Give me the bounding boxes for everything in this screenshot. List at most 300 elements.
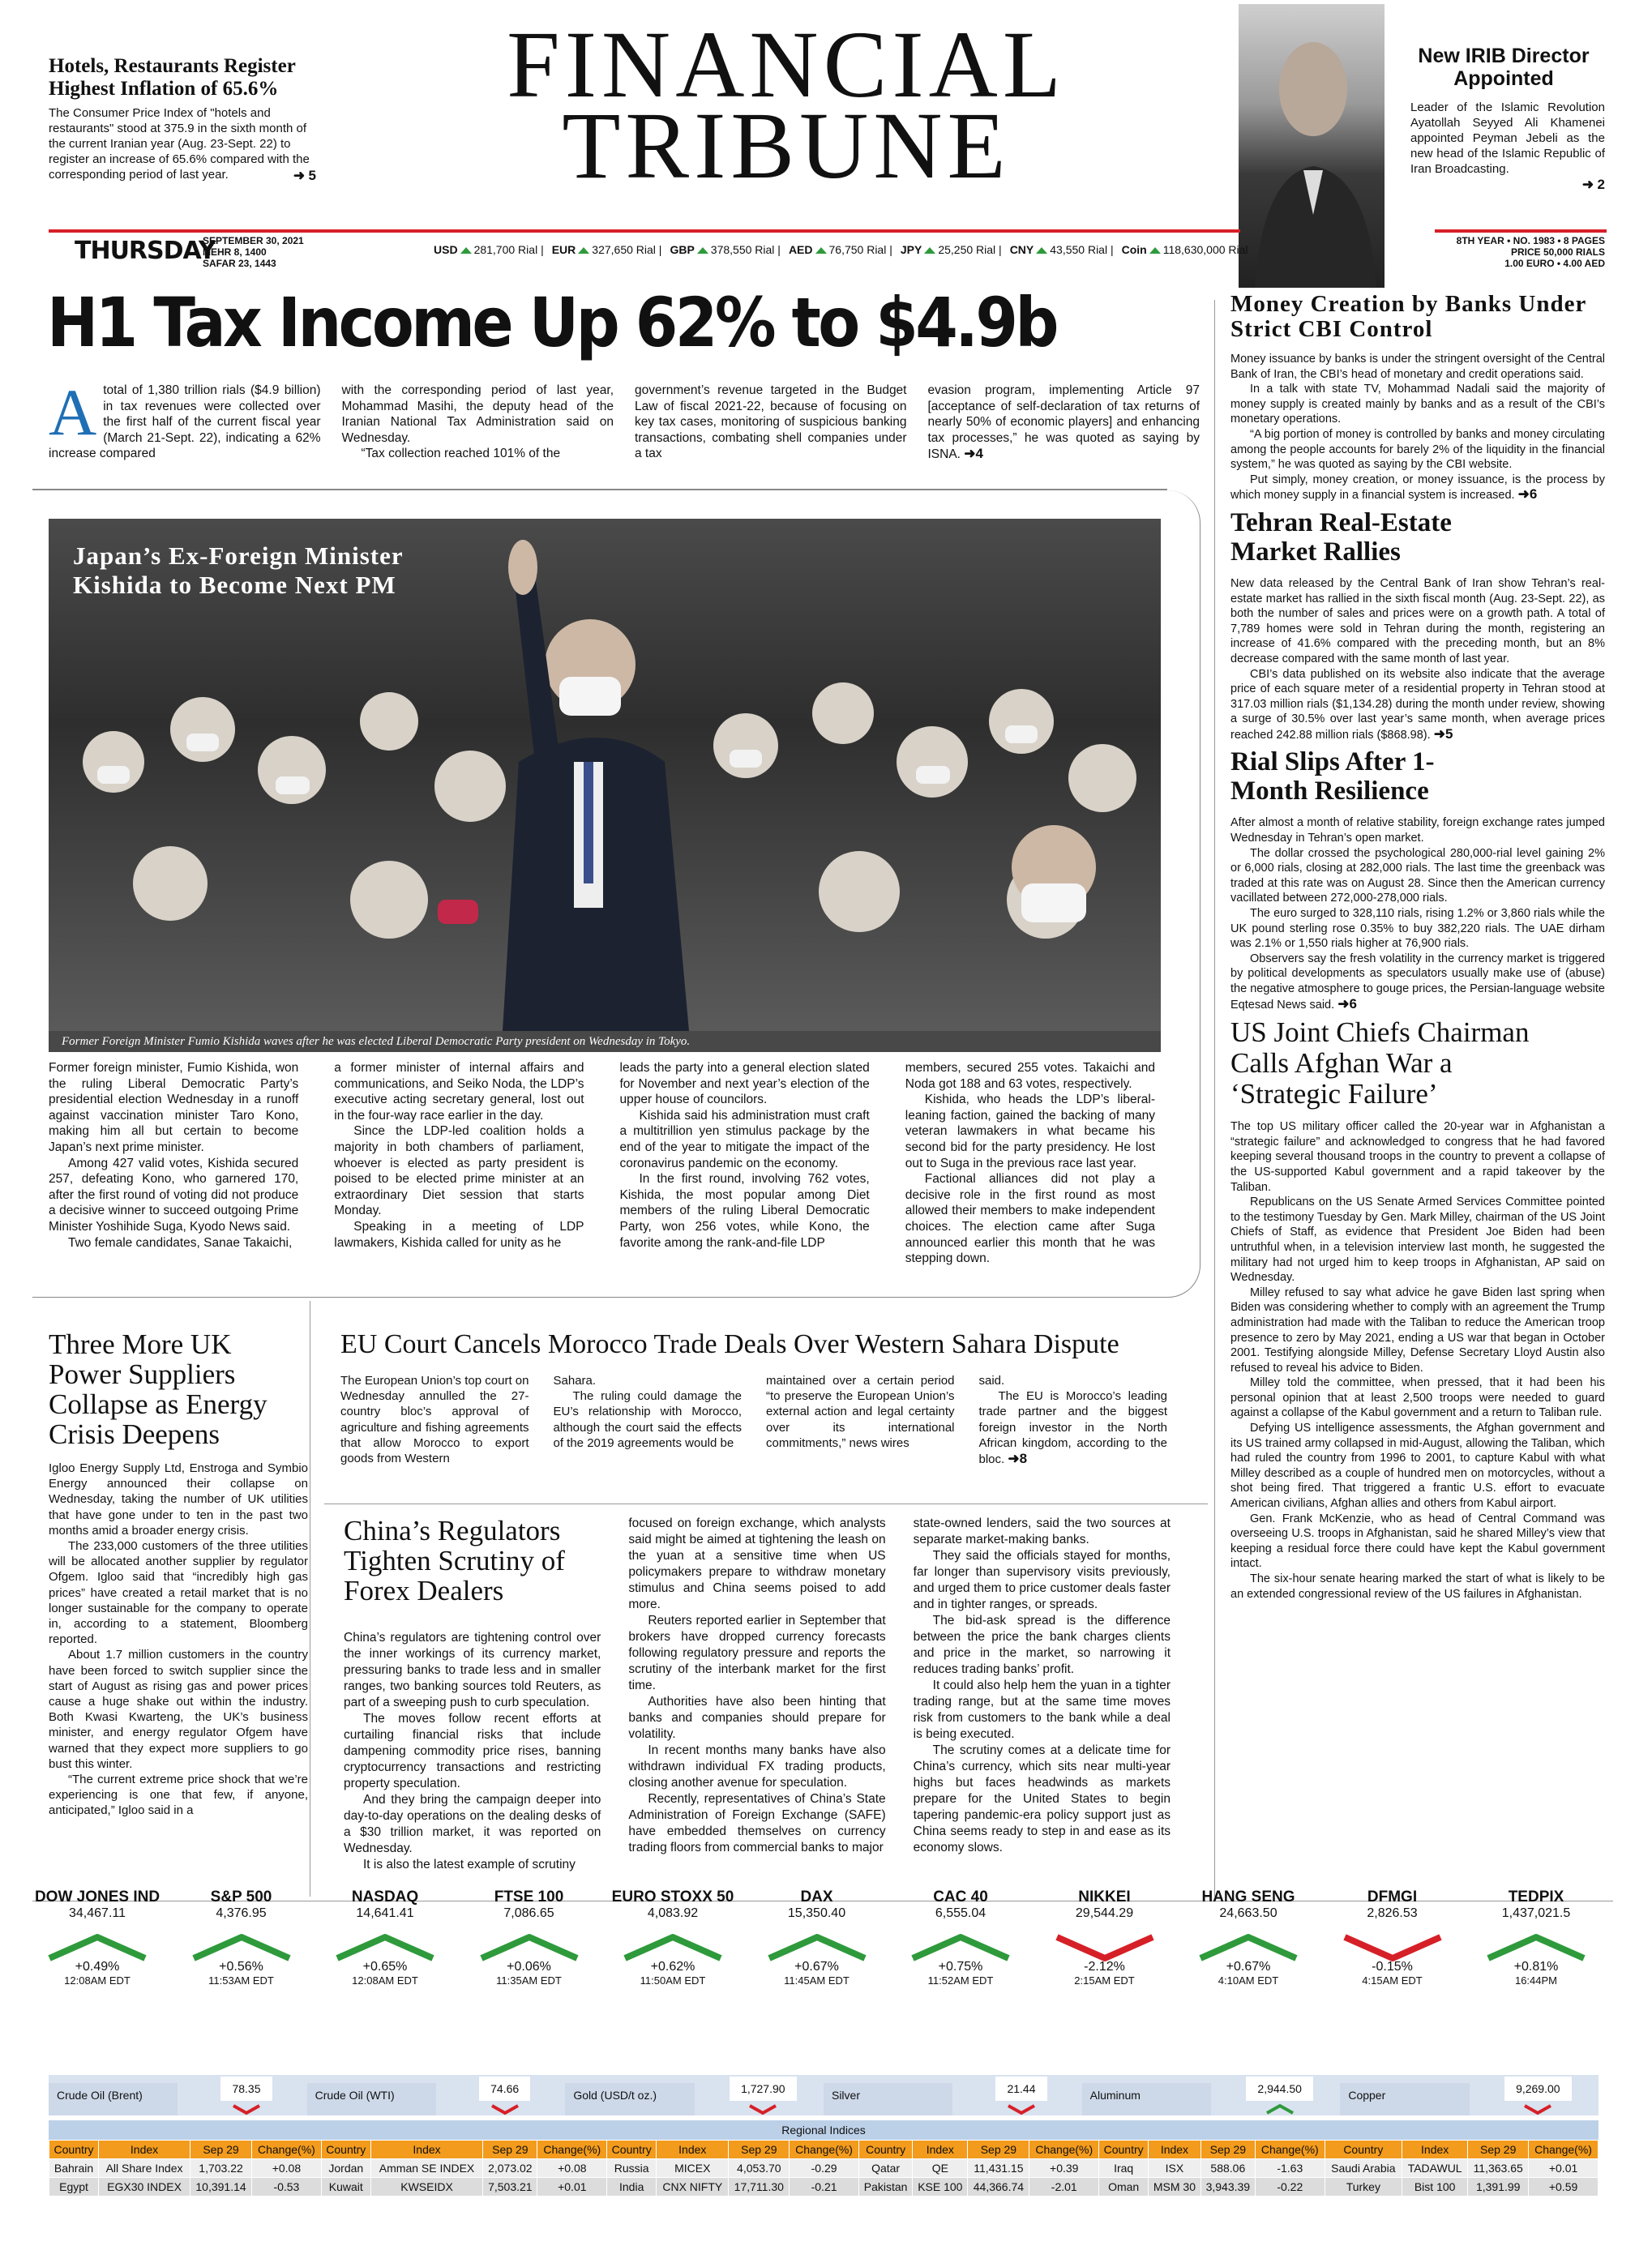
issue-price-foreign: 1.00 EURO • 4.00 AED	[1504, 258, 1605, 269]
teaser-right[interactable]	[1370, 45, 1605, 193]
realestate-p2: CBI’s data published on its website also indicate that the average price of each square meter of a residential property in Tehran stood at 317.03 million rials ($1,134.28) during the month under review, showing a surge of 30.5% over last year’s same month, when average prices reached 242.88 million rials ($868.98).	[1230, 667, 1605, 742]
teaser-left-body: The Consumer Price Index of "hotels and restaurants" stood at 375.9 in the sixth month of the current Iranian year (Aug. 23-Sept. 22) to register an increase of 65.6% compared with the corresponding period of last year.	[49, 106, 310, 182]
market-change: +0.67%	[1226, 1960, 1271, 1974]
market-10[interactable]	[1471, 1889, 1601, 1987]
table-cell: 10,391.14	[190, 2178, 252, 2197]
table-cell: 4,053.70	[729, 2159, 790, 2178]
lead-dropcap: A	[49, 375, 97, 449]
ticker-label: EUR	[551, 243, 576, 256]
issue-price: PRICE 50,000 RIALS	[1510, 246, 1605, 258]
masthead-title	[430, 11, 1143, 199]
ticker-label: CNY	[1009, 243, 1034, 256]
uk-headline: Three More UK Power Suppliers Collapse as Energy Crisis Deepens	[49, 1328, 267, 1450]
market-change: +0.67%	[794, 1960, 839, 1974]
afghan-story[interactable]	[1230, 1017, 1605, 1602]
up-arrow-icon	[578, 247, 589, 254]
market-name: DAX	[800, 1889, 833, 1906]
ticker-label: Coin	[1121, 243, 1147, 256]
market-name: NASDAQ	[351, 1889, 419, 1906]
photo-story-frame-top	[32, 489, 1167, 490]
masthead-rule-right	[1435, 229, 1607, 233]
trend-up-icon	[908, 1931, 1013, 1963]
table-cell: +0.01	[537, 2178, 607, 2197]
regional-header-cell: Change(%)	[252, 2141, 322, 2159]
china-c3p5: The scrutiny comes at a delicate time for China’s currency, which sits near multi-year highs but faces headwinds as markets prepare for the United States to begin tapering pandemic-era policy support just as China seems ready to step in and ease as its economy slows.	[913, 1743, 1171, 1854]
market-value: 2,826.53	[1367, 1906, 1418, 1920]
up-arrow-icon	[815, 247, 827, 254]
lead-headline[interactable]: H1 Tax Income Up 62% to $4.9b	[47, 283, 1056, 362]
eu-col2a: Sahara.	[553, 1374, 597, 1388]
eu-col1: The European Union’s top court on Wednesday annulled the 27-country bloc’s approval of agriculture and fishing agreements that allow Morocco to export goods from Western	[340, 1374, 529, 1466]
money-p2: In a talk with state TV, Mohammad Nadali said the majority of money supply is created mainly by banks and as a result of the CBI’s monetary operations.	[1230, 383, 1605, 426]
ticker-value: 327,650 Rial	[592, 243, 656, 256]
ticker-coin	[1122, 243, 1248, 256]
market-6[interactable]	[896, 1889, 1025, 1987]
market-7[interactable]	[1040, 1889, 1170, 1987]
table-cell: TADAWUL	[1402, 2159, 1468, 2178]
commodity-value	[695, 2077, 824, 2115]
regional-header-cell: Sep 29	[190, 2141, 252, 2159]
table-cell: India	[607, 2178, 657, 2197]
market-change: +0.75%	[938, 1960, 983, 1974]
up-arrow-icon	[460, 247, 472, 254]
table-cell: Bist 100	[1402, 2178, 1468, 2197]
china-c2p2: Reuters reported earlier in September that brokers have dropped currency forecasts following regulatory pressure and reports the scrutiny of the interbank market for the first time.	[628, 1614, 886, 1692]
commodity-name: Gold (USD/t oz.)	[565, 2083, 694, 2115]
market-value: 4,083.92	[647, 1906, 699, 1920]
column-divider	[1214, 300, 1215, 1897]
commodity-name: Silver	[824, 2083, 952, 2115]
table-cell: Russia	[607, 2159, 657, 2178]
regional-header-cell: Sep 29	[729, 2141, 790, 2159]
uk-p1: Igloo Energy Supply Ltd, Enstroga and Symbio Energy announced their collapse on Wednesday, taking the number of UK utilities that have gone under to ten in the past two months amid a broader energy crisis.	[49, 1461, 308, 1538]
ticker-label: GBP	[670, 243, 695, 256]
up-arrow-icon	[924, 247, 935, 254]
regional-header-cell: Country	[858, 2141, 912, 2159]
date-persian: MEHR 8, 1400	[203, 246, 267, 258]
table-cell: QE	[913, 2159, 968, 2178]
trend-down-icon	[1521, 2102, 1554, 2115]
afghan-p3: Milley refused to say what advice he gave Biden last spring when Biden was considering whether to comply with an agreement the Trump administration had made with the Taliban to reduce the American troop presence to zero by May 2021, ending a US war that began in October 2001. Testifying alongside Milley, Defense Secretary Lloyd Austin also refused to reveal his advice to Biden.	[1230, 1285, 1605, 1375]
market-value: 7,086.65	[503, 1906, 554, 1920]
lead-page: 4	[975, 446, 984, 462]
china-c1p2: The moves follow recent efforts at curtailing financial risks that include dampening commodity price rises, banning cryptocurrency transactions and restricting property speculation.	[344, 1712, 601, 1790]
china-c1p4: It is also the latest example of scrutiny	[363, 1858, 576, 1871]
china-c3p4: It could also help hem the yuan in a tighter trading range, but at the same time moves risk from customers to the bank while a deal is being executed.	[913, 1679, 1171, 1741]
table-cell: EGX30 INDEX	[99, 2178, 190, 2197]
table-cell: +0.39	[1029, 2159, 1099, 2178]
teaser-right-body: Leader of the Islamic Revolution Ayatollah Seyyed Ali Khamenei appointed Peyman Jebeli as the new head of the Islamic Republic of Iran Broadcasting.	[1410, 101, 1605, 176]
china-c3p1: state-owned lenders, said the two sources at separate market-making banks.	[913, 1516, 1171, 1546]
table-cell: Saudi Arabia	[1325, 2159, 1402, 2178]
market-change: +0.06%	[507, 1960, 551, 1974]
ticker-value: 378,550 Rial	[710, 243, 775, 256]
regional-header-cell: Index	[913, 2141, 968, 2159]
kishida-col3a: leads the party into a general election slated for November and next year’s election of the upper house of councilors.	[619, 1061, 870, 1107]
commodities-row	[49, 2077, 1599, 2101]
teaser-right-page: 2	[1597, 177, 1605, 192]
eu-headline: EU Court Cancels Morocco Trade Deals Over Western Sahara Dispute	[340, 1329, 1119, 1359]
commodity-value	[436, 2077, 565, 2115]
market-time: 4:15AM EDT	[1362, 1974, 1423, 1987]
table-cell: All Share Index	[99, 2159, 190, 2178]
rial-p3: The euro surged to 328,110 rials, rising 1.2% or 3,860 rials while the UK pound sterling rose 0.35% to buy 382,220 rials. The UAE dirham was 2.1% or 1,550 rials higher at 76,900 rials.	[1230, 907, 1605, 951]
market-name: TEDPIX	[1508, 1889, 1564, 1906]
commodity-name: Copper	[1340, 2083, 1469, 2115]
market-name: DOW JONES IND	[34, 1889, 160, 1906]
ticker-value: 43,550 Rial	[1050, 243, 1108, 256]
regional-header-cell: Change(%)	[537, 2141, 607, 2159]
market-value: 14,641.41	[356, 1906, 414, 1920]
uk-p3: About 1.7 million customers in the country have been forced to switch supplier since the start of August as rising gas and power prices cause a huge shake out within the industry. Both Kwasi Kwarteng, the UK’s business minister, and energy regulator Ofgem have warned that they expect more suppliers to go bust this winter.	[49, 1648, 308, 1771]
market-change: +0.65%	[362, 1960, 408, 1974]
commodity-value	[1211, 2077, 1340, 2115]
market-time: 11:50AM EDT	[640, 1974, 706, 1987]
regional-header-cell: Change(%)	[1529, 2141, 1599, 2159]
realestate-p1: New data released by the Central Bank of Iran show Tehran’s real-estate market has rallied in the sixth fiscal month (Aug. 23-Sept. 22), as both the number of sales and prices were on a growth path. A total of 7,789 homes were sold in Tehran during the month, registering an increase of 41.6% compared with the preceding month, but an 8% decrease compared with the same month of last year.	[1230, 576, 1605, 665]
teaser-left[interactable]	[49, 55, 316, 184]
table-cell: KSE 100	[913, 2178, 968, 2197]
date-gregorian: SEPTEMBER 30, 2021	[203, 235, 304, 246]
page-ref-arrow-icon: ➜	[1337, 995, 1350, 1012]
ticker-label: AED	[788, 243, 813, 256]
market-value: 15,350.40	[787, 1906, 846, 1920]
market-5[interactable]	[752, 1889, 882, 1987]
commodity-value	[1470, 2077, 1599, 2115]
market-value: 1,437,021.5	[1501, 1906, 1571, 1920]
ticker-separator: |	[886, 243, 892, 256]
kishida-col3b: Kishida said his administration must craft a multitrillion yen stimulus package by the end of the year to mitigate the impact of the coronavirus pandemic on the economy.	[619, 1108, 870, 1170]
commodity-name: Crude Oil (WTI)	[307, 2083, 436, 2115]
issue-info	[1435, 235, 1605, 269]
regional-header-cell: Index	[1402, 2141, 1468, 2159]
table-cell: KWSEIDX	[370, 2178, 482, 2197]
table-cell: Qatar	[858, 2159, 912, 2178]
page-ref-arrow-icon: ➜	[1517, 486, 1530, 503]
lead-body	[49, 375, 1200, 463]
china-c1p1: China’s regulators are tightening control over the inner workings of its currency market, pressuring banks to trade less and in smaller ranges, two banking sources told Reuters, as part of a sweeping push to curb speculation.	[344, 1631, 601, 1709]
money-page: 6	[1529, 486, 1538, 503]
table-cell: 1,703.22	[190, 2159, 252, 2178]
trend-down-icon	[489, 2102, 521, 2115]
ticker-eur	[552, 243, 662, 256]
table-cell: Turkey	[1325, 2178, 1402, 2197]
page-ref-arrow-icon: ➜	[964, 446, 976, 462]
trend-down-icon	[1340, 1931, 1445, 1963]
commodity-price: 1,727.90	[730, 2077, 797, 2101]
eu-page: 8	[1019, 1451, 1028, 1467]
page-ref-arrow-icon: ➜	[1433, 725, 1445, 742]
commodity-price: 74.66	[479, 2077, 530, 2101]
page-ref-arrow-icon: ➜	[1581, 177, 1594, 192]
regional-title: Regional Indices	[781, 2124, 866, 2137]
market-name: FTSE 100	[494, 1889, 564, 1906]
market-value: 4,376.95	[216, 1906, 267, 1920]
china-c1p3: And they bring the campaign deeper into day-to-day operations on the dealing desks of a $30 trillion market, it was reported on Wednesday.	[344, 1793, 601, 1855]
right-column	[1230, 292, 1605, 1602]
uk-p2: The 233,000 customers of the three utilities will be allocated another supplier by regulator Ofgem. Igloo said that “incredibly high gas prices” have created a retail market that is no longer sustainable for the company to operate in, according to a statement, Bloomberg reported.	[49, 1539, 308, 1647]
afghan-p2: Republicans on the US Senate Armed Services Committee pointed to the testimony Tuesday by Gen. Mark Milley, chairman of the US Joint Chiefs of Staff, as evidence that President Joe Biden had been untruthful when, in a television interview last month, he suggested the military had not urged him to keep troops in Afghanistan, AP said on Wednesday.	[1230, 1196, 1605, 1285]
realestate-story[interactable]	[1230, 508, 1605, 743]
kishida-col3c: In the first round, involving 762 votes, Kishida, the most popular among Diet members of the ruling Liberal Democratic Party, won 256 votes, while Kono, the favorite among the rank-and-file LDP	[619, 1172, 870, 1250]
regional-header-cell: Country	[1099, 2141, 1149, 2159]
regional-header-cell: Country	[321, 2141, 370, 2159]
market-value: 24,663.50	[1219, 1906, 1278, 1920]
ticker-cny	[1010, 243, 1114, 256]
commodity-value	[952, 2077, 1081, 2115]
table-cell: +0.01	[1529, 2159, 1599, 2178]
realestate-headline: Tehran Real-Estate Market Rallies	[1230, 507, 1452, 567]
commodity-price: 21.44	[995, 2077, 1046, 2101]
regional-header-cell: Index	[99, 2141, 190, 2159]
regional-header-cell: Sep 29	[483, 2141, 537, 2159]
table-cell: +0.08	[252, 2159, 322, 2178]
rial-p1: After almost a month of relative stability, foreign exchange rates jumped Wednesday in Tehran’s open market.	[1230, 816, 1605, 845]
market-time: 11:45AM EDT	[784, 1974, 850, 1987]
commodity-name: Aluminum	[1082, 2083, 1211, 2115]
table-cell: -0.22	[1255, 2178, 1325, 2197]
table-cell: Egypt	[49, 2178, 99, 2197]
market-value: 29,544.29	[1075, 1906, 1134, 1920]
china-c2p4: In recent months many banks have also withdrawn individual FX trading products, closing another avenue for speculation.	[628, 1743, 886, 1790]
trend-up-icon	[1483, 1931, 1589, 1963]
table-cell: 588.06	[1200, 2159, 1255, 2178]
realestate-page: 5	[1444, 725, 1453, 742]
market-change: +0.49%	[75, 1960, 120, 1974]
money-p1: Money issuance by banks is under the stringent oversight of the Central Bank of Iran, the CBI’s head of monetary and credit operations said.	[1230, 353, 1605, 381]
market-change: -2.12%	[1084, 1960, 1125, 1974]
table-cell: 1,391.99	[1468, 2178, 1529, 2197]
issue-number: 8TH YEAR • NO. 1983 • 8 PAGES	[1456, 235, 1605, 246]
regional-header-cell: Sep 29	[1468, 2141, 1529, 2159]
market-change: +0.81%	[1513, 1960, 1559, 1974]
date-hijri: SAFAR 23, 1443	[203, 258, 276, 269]
market-4[interactable]	[608, 1889, 738, 1987]
table-cell: -1.63	[1255, 2159, 1325, 2178]
trend-down-icon	[230, 2102, 263, 2115]
table-cell: 7,503.21	[483, 2178, 537, 2197]
kishida-col4c: Factional alliances did not play a decisive role in the first round as most allowed their members to make independent choices. The election came after Suga announced earlier this month that he was stepping down.	[905, 1172, 1155, 1266]
table-cell: +0.08	[537, 2159, 607, 2178]
market-time: 12:08AM EDT	[64, 1974, 131, 1987]
ticker-aed	[789, 243, 892, 256]
ticker-label: USD	[434, 243, 458, 256]
china-c2p1: focused on foreign exchange, which analysts said might be aimed at tightening the leash on the yuan at a sensitive time when US policymakers prepare to withdraw monetary stimulus and China seems poised to add more.	[628, 1516, 886, 1611]
afghan-p4: Milley told the committee, when pressed, that it had been his personal opinion that at least 2,500 troops were needed to guard against a collapse of the Kabul government and a return to Taliban rule.	[1230, 1376, 1605, 1420]
ticker-value: 281,700 Rial	[473, 243, 538, 256]
page-ref-arrow-icon: ➜	[293, 168, 306, 183]
trend-up-icon	[477, 1931, 582, 1963]
table-cell: -0.53	[252, 2178, 322, 2197]
market-name: HANG SENG	[1201, 1889, 1295, 1906]
trend-down-icon	[1052, 1931, 1158, 1963]
trend-down-icon	[747, 2102, 779, 2115]
commodity-price: 9,269.00	[1504, 2077, 1572, 2101]
afghan-p6: Gen. Frank McKenzie, who as head of Central Command was overseeing U.S. troops in Afghanistan, said he shared Milley’s view that keeping a residual force there could have kept the Kabul government intact.	[1230, 1512, 1605, 1571]
up-arrow-icon	[1149, 247, 1161, 254]
afghan-p5: Defying US intelligence assessments, the Afghan government and its US trained army collapsed in mid-August, allowing the Taliban, which had ruled the country from 1996 to 2001, to capture Kabul with what Milley described as a couple of hundred men on motorcycles, without a shot being fired. That triggered a frantic U.S. effort to evacuate American civilians, Afghan allies and others from Kabul airport.	[1230, 1422, 1605, 1511]
market-name: S&P 500	[210, 1889, 272, 1906]
regional-header-cell: Sep 29	[968, 2141, 1029, 2159]
market-2[interactable]	[320, 1889, 450, 1987]
kishida-col1a: Former foreign minister, Fumio Kishida, won the ruling Liberal Democratic Party’s presidential election Wednesday in a runoff against vaccination minister Taro Kono, making him all but certain to become Japan’s next prime minister.	[49, 1061, 299, 1154]
regional-header-cell: Change(%)	[790, 2141, 859, 2159]
rial-story[interactable]	[1230, 747, 1605, 1012]
table-cell: 3,943.39	[1200, 2178, 1255, 2197]
ticker-separator: |	[537, 243, 544, 256]
page-ref-arrow-icon: ➜	[1008, 1451, 1020, 1467]
lead-col3: government’s revenue targeted in the Budget Law of fiscal 2021-22, because of focusing on key tax cases, monitoring of suspicious banking transactions, combating shell companies under a tax	[635, 383, 907, 461]
masthead-title-line2: TRIBUNE	[562, 92, 1011, 199]
kishida-col1c: Two female candidates, Sanae Takaichi,	[68, 1235, 293, 1250]
eu-col2b: The ruling could damage the EU’s relationship with Morocco, although the court said the effects of the 2019 agreements would be	[553, 1389, 742, 1450]
table-cell: 2,073.02	[483, 2159, 537, 2178]
money-story[interactable]	[1230, 292, 1605, 503]
market-name: DFMGI	[1367, 1889, 1418, 1906]
trend-down-icon	[1005, 2102, 1038, 2115]
commodity-price: 78.35	[220, 2077, 272, 2101]
market-time: 11:53AM EDT	[208, 1974, 274, 1987]
ticker-separator: |	[774, 243, 781, 256]
table-cell: CNX NIFTY	[657, 2178, 729, 2197]
table-cell: 11,363.65	[1468, 2159, 1529, 2178]
ticker-jpy	[901, 243, 1002, 256]
ticker-separator: |	[655, 243, 662, 256]
table-cell: ISX	[1149, 2159, 1201, 2178]
regional-header-cell: Change(%)	[1029, 2141, 1099, 2159]
uk-story[interactable]	[49, 1329, 308, 1819]
trend-up-icon	[1264, 2102, 1296, 2115]
masthead-title-line1: FINANCIAL	[507, 11, 1066, 118]
market-time: 12:08AM EDT	[352, 1974, 418, 1987]
kishida-col1b: Among 427 valid votes, Kishida secured 257, defeating Kono, who garnered 170, after the first round of voting did not produce a decisive winner to succeed outgoing Prime Minister Yoshihide Suga, Kyodo News said.	[49, 1156, 299, 1234]
ticker-value: 25,250 Rial	[938, 243, 996, 256]
table-cell: MICEX	[657, 2159, 729, 2178]
teaser-right-headline: New IRIB Director Appointed	[1418, 45, 1590, 90]
eu-story[interactable]	[340, 1329, 1167, 1467]
market-name: EURO STOXX 50	[611, 1889, 734, 1906]
china-c3p2: They said the officials stayed for months, far longer than supervisory visits previously, and urged them to price customer deals faster and in tighter ranges, or spreads.	[913, 1549, 1171, 1611]
trend-up-icon	[1196, 1931, 1301, 1963]
trend-up-icon	[45, 1931, 150, 1963]
table-cell: Amman SE INDEX	[370, 2159, 482, 2178]
market-value: 34,467.11	[69, 1906, 126, 1920]
china-c2p3: Authorities have also been hinting that banks and companies should prepare for volatility.	[628, 1695, 886, 1741]
table-cell: -2.01	[1029, 2178, 1099, 2197]
rial-p2: The dollar crossed the psychological 280,000-rial level gaining 2% or 6,000 rials, closing at 282,000 rials. The last time the greenback was traded at this rate was on August 28. Since then the American currency vacillated between 272,000-278,000 rials.	[1230, 846, 1605, 905]
china-headline: China’s Regulators Tighten Scrutiny of Forex Dealers	[344, 1515, 565, 1606]
trend-up-icon	[189, 1931, 294, 1963]
ticker-value: 118,630,000 Rial	[1162, 243, 1248, 256]
table-cell: -0.21	[790, 2178, 859, 2197]
market-value: 6,555.04	[935, 1906, 986, 1920]
regional-header-cell: Country	[49, 2141, 99, 2159]
market-1[interactable]	[177, 1889, 306, 1987]
table-cell: Bahrain	[49, 2159, 99, 2178]
lead-col1: total of 1,380 trillion rials ($4.9 billion) in tax revenues were collected over the first half of the current fiscal year (March 21-Sept. 22), indicating a 62% increase compared	[49, 383, 321, 461]
afghan-headline: US Joint Chiefs Chairman Calls Afghan War a ‘Strategic Failure’	[1230, 1016, 1530, 1110]
ticker-separator: |	[995, 243, 1002, 256]
kishida-col2c: Speaking in a meeting of LDP lawmakers, Kishida called for unity as he	[334, 1219, 584, 1250]
regional-header-cell: Sep 29	[1200, 2141, 1255, 2159]
china-story[interactable]	[344, 1516, 1171, 1873]
photo-caption: Former Foreign Minister Fumio Kishida waves after he was elected Liberal Democratic Party president on Wednesday in Tokyo.	[49, 1031, 1161, 1052]
ticker-separator: |	[1107, 243, 1114, 256]
market-time: 4:10AM EDT	[1218, 1974, 1279, 1987]
table-row	[49, 2159, 1599, 2178]
table-cell: 44,366.74	[968, 2178, 1029, 2197]
rial-page: 6	[1349, 995, 1357, 1012]
teaser-left-headline: Hotels, Restaurants Register Highest Inflation of 65.6%	[49, 55, 296, 100]
kishida-col2b: Since the LDP-led coalition holds a majority in both chambers of parliament, whoever is elected as party president is poised to be elected prime minister at an extraordinary Diet session that starts Monday.	[334, 1124, 584, 1218]
regional-header-cell: Index	[370, 2141, 482, 2159]
trend-up-icon	[332, 1931, 438, 1963]
eu-col4a: said.	[978, 1374, 1005, 1388]
table-row	[49, 2178, 1599, 2197]
commodity-price: 2,944.50	[1246, 2077, 1313, 2101]
table-cell: Kuwait	[321, 2178, 370, 2197]
market-time: 2:15AM EDT	[1074, 1974, 1135, 1987]
afghan-p7: The six-hour senate hearing marked the start of what is likely to be an extended congressional review of the US failures in Afghanistan.	[1230, 1572, 1605, 1601]
lead-col4: evasion program, implementing Article 97 [acceptance of self-declaration of tax returns of nearly 50% of economic players] and enhancing tax processes,” he was quoted as saying by ISNA.	[927, 383, 1200, 462]
market-change: -0.15%	[1372, 1960, 1413, 1974]
rial-headline: Rial Slips After 1-Month Resilience	[1230, 747, 1435, 806]
table-cell: 17,711.30	[729, 2178, 790, 2197]
regional-title-bar	[49, 2120, 1599, 2140]
regional-header-cell: Index	[657, 2141, 729, 2159]
market-9[interactable]	[1328, 1889, 1457, 1987]
ticker-label: JPY	[900, 243, 922, 256]
lead-col2a: with the corresponding period of last year, Mohammad Masihi, the deputy head of the Iranian National Tax Administration said on Wednesday.	[341, 383, 614, 445]
regional-indices-table	[49, 2140, 1599, 2197]
market-name: CAC 40	[933, 1889, 988, 1906]
regional-header-cell: Change(%)	[1255, 2141, 1325, 2159]
table-cell: MSM 30	[1149, 2178, 1201, 2197]
table-cell: Oman	[1099, 2178, 1149, 2197]
teaser-left-page: 5	[308, 168, 316, 183]
kishida-col4a: members, secured 255 votes. Takaichi and Noda got 188 and 63 votes, respectively.	[905, 1061, 1155, 1091]
irib-director-photo	[1239, 4, 1385, 288]
market-change: +0.62%	[650, 1960, 695, 1974]
up-arrow-icon	[697, 247, 708, 254]
date-block	[203, 235, 304, 269]
market-change: +0.56%	[219, 1960, 263, 1974]
commodity-value	[178, 2077, 306, 2115]
money-p3: “A big portion of money is controlled by banks and money circulating among the people accounts for barely 2% of the liquidity in the financial system,” he was quoted as saying by the CBI website.	[1230, 427, 1605, 472]
market-8[interactable]	[1183, 1889, 1313, 1987]
uk-p4: “The current extreme price shock that we’re experiencing is one that few, if anyone, anticipated,” Igloo said in a	[49, 1773, 308, 1818]
market-name: NIKKEI	[1078, 1889, 1131, 1906]
day-label: THURSDAY	[75, 237, 216, 265]
table-cell: 11,431.15	[968, 2159, 1029, 2178]
regional-header-cell: Country	[1325, 2141, 1402, 2159]
kishida-body	[49, 1060, 1155, 1267]
photo-overlay-title: Japan’s Ex-Foreign Minister Kishida to Become Next PM	[73, 541, 404, 599]
regional-header-cell: Index	[1149, 2141, 1201, 2159]
up-arrow-icon	[1036, 247, 1047, 254]
regional-header-row	[49, 2141, 1599, 2159]
ticker-gbp	[670, 243, 781, 256]
masthead-rule	[49, 229, 1240, 233]
market-3[interactable]	[464, 1889, 594, 1987]
kishida-col4b: Kishida, who heads the LDP’s liberal-leaning faction, gained the backing of many veteran lawmakers in what became his second bid for the party presidency. He lost out to Suga in the previous race last year.	[905, 1093, 1155, 1170]
ticker-value: 76,750 Rial	[828, 243, 887, 256]
currency-ticker	[434, 243, 1248, 256]
ticker-usd	[434, 243, 544, 256]
market-0[interactable]	[32, 1889, 162, 1987]
market-time: 11:35AM EDT	[496, 1974, 562, 1987]
table-cell: Jordan	[321, 2159, 370, 2178]
